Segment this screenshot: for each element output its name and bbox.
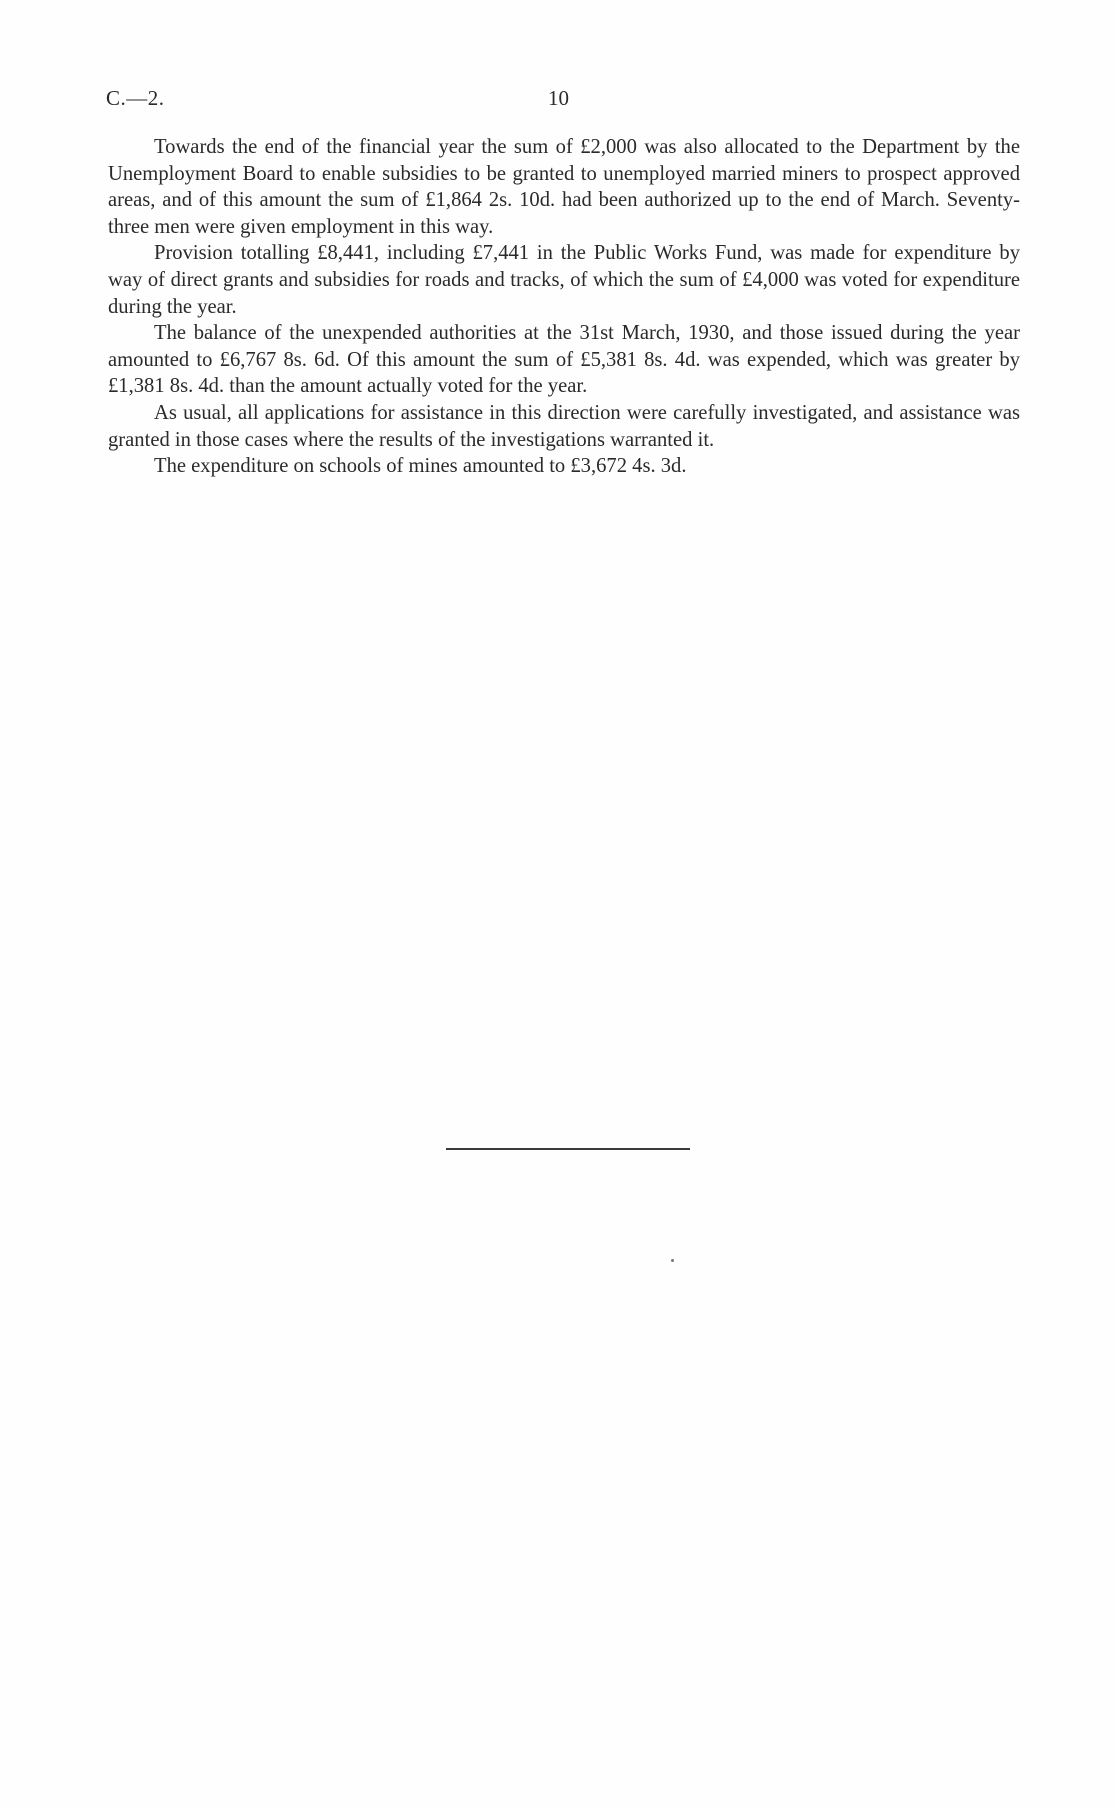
closing-rule: [446, 1148, 690, 1150]
body-text: [108, 134, 1020, 480]
paragraph-unexpended-authorities: The balance of the unexpended authorities at the 31st March, 1930, and those issued during the year amounted to £6,767 8s. 6d. Of this amount the sum of £5,381 8s. 4d. was expended, which was greater by £1,381 8s. 4d. than the amount actually voted for the year.: [108, 322, 1020, 398]
paragraph-roads-and-tracks: Provision totalling £8,441, including £7,441 in the Public Works Fund, was made for expenditure by way of direct grants and subsidies for roads and tracks, of which the sum of £4,000 was voted for expenditure during the year.: [108, 242, 1020, 318]
scan-speck: [671, 1259, 674, 1262]
page-number: 10: [548, 86, 569, 110]
paragraph-schools-of-mines: The expenditure on schools of mines amounted to £3,672 4s. 3d.: [154, 455, 687, 478]
paragraph-applications: As usual, all applications for assistance in this direction were carefully investigated, and assistance was granted in those cases where the results of the investigations warranted it.: [108, 401, 1020, 451]
document-code: C.—2.: [106, 86, 165, 110]
paragraph-unemployment-subsidies: Towards the end of the financial year the sum of £2,000 was also allocated to the Department by the Unemployment Board to enable subsidies to be granted to unemployed married miners to prospect approved areas, and of this amount the sum of £1,864 2s. 10d. had been authorized up to the end of March. Seventy-three men were given employment in this way.: [108, 136, 1020, 238]
